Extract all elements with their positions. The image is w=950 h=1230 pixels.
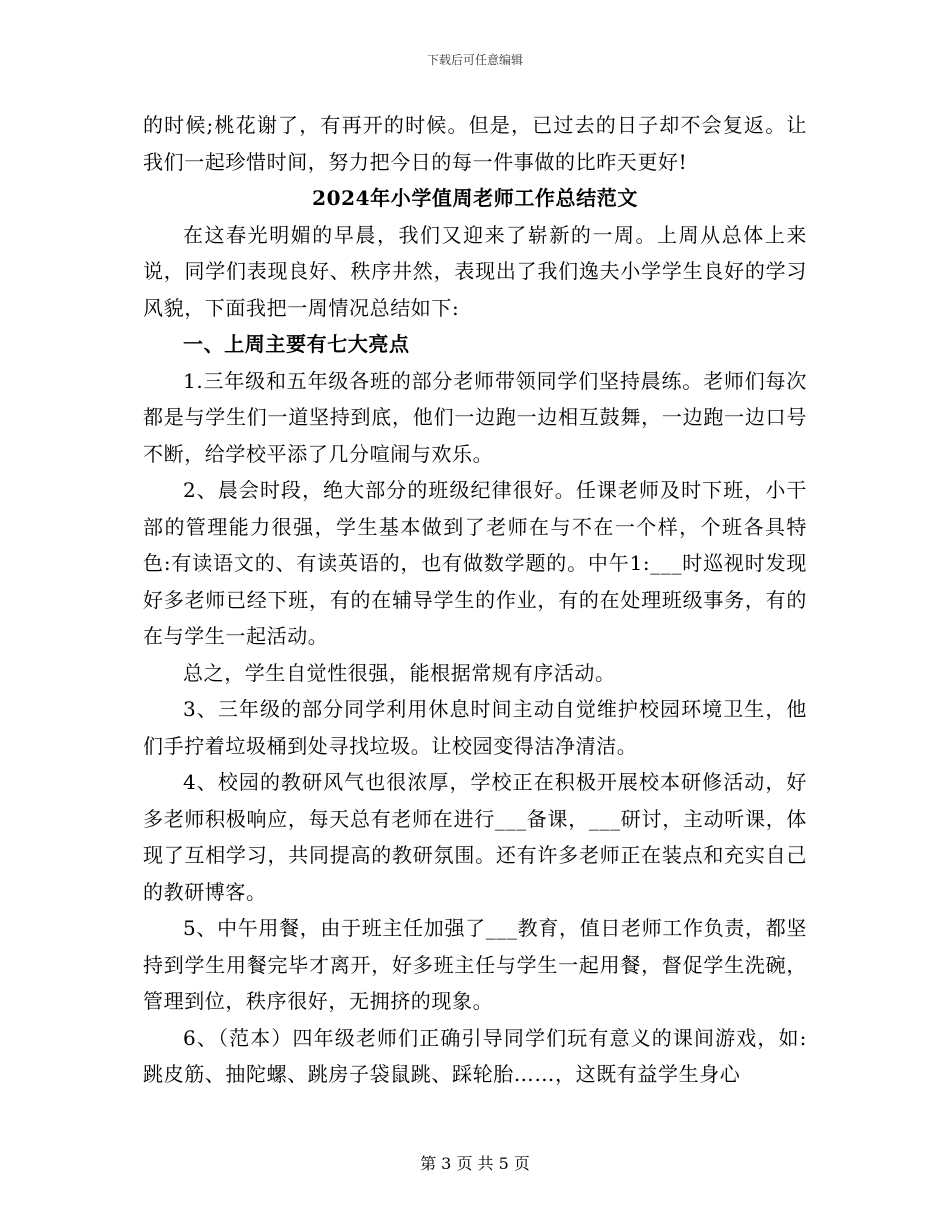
document-body: [143, 107, 807, 1093]
page-number: 第 3 页 共 5 页: [420, 1154, 530, 1173]
highlight-item-3: 3、三年级的部分同学利用休息时间主动自觉维护校园环境卫生，他们手拧着垃圾桶到处寻找垃圾。让校园变得洁净清洁。: [143, 697, 807, 758]
section-heading: 一、上周主要有七大亮点: [183, 332, 410, 356]
highlight-item-6: 6、（范本）四年级老师们正确引导同学们玩有意义的课间游戏，如:跳皮筋、抽陀螺、跳房子袋鼠跳、踩轮胎……，这既有益学生身心: [143, 1025, 807, 1086]
continuation-paragraph: 的时候;桃花谢了，有再开的时候。但是，已过去的日子却不会复返。让我们一起珍惜时间，努力把今日的每一件事做的比昨天更好!: [143, 113, 807, 174]
highlight-item-2: 2、晨会时段，绝大部分的班级纪律很好。任课老师及时下班，小干部的管理能力很强，学生基本做到了老师在与不在一个样，个班各具特色:有读语文的、有读英语的，也有做数学题的。中午1:___时巡视时发现好多老师已经下班，有的在辅导学生的作业，有的在处理班级事务，有的在与学生一起活动。: [143, 478, 807, 648]
highlight-item-1: 1.三年级和五年级各班的部分老师带领同学们坚持晨练。老师们每次都是与学生们一道坚持到底，他们一边跑一边相互鼓舞，一边跑一边口号不断，给学校平添了几分喧闹与欢乐。: [143, 368, 807, 466]
highlight-item-5: 5、中午用餐，由于班主任加强了___教育，值日老师工作负责，都坚持到学生用餐完毕才离开，好多班主任与学生一起用餐，督促学生洗碗，管理到位，秩序很好，无拥挤的现象。: [143, 916, 807, 1013]
intro-paragraph: 在这春光明媚的早晨，我们又迎来了崭新的一周。上周从总体上来说，同学们表现良好、秩序井然，表现出了我们逸夫小学学生良好的学习风貌，下面我把一周情况总结如下:: [143, 222, 807, 320]
document-title: 2024年小学值周老师工作总结范文: [312, 186, 638, 210]
highlight-item-4: 4、校园的教研风气也很浓厚，学校正在积极开展校本研修活动，好多老师积极响应，每天总有老师在进行___备课，___研讨，主动听课，体现了互相学习，共同提高的教研氛围。还有许多老师正在装点和充实自己的教研博客。: [143, 770, 807, 904]
summary-paragraph: 总之，学生自觉性很强，能根据常规有序活动。: [183, 660, 616, 685]
page-header: 下载后可任意编辑: [426, 53, 523, 67]
